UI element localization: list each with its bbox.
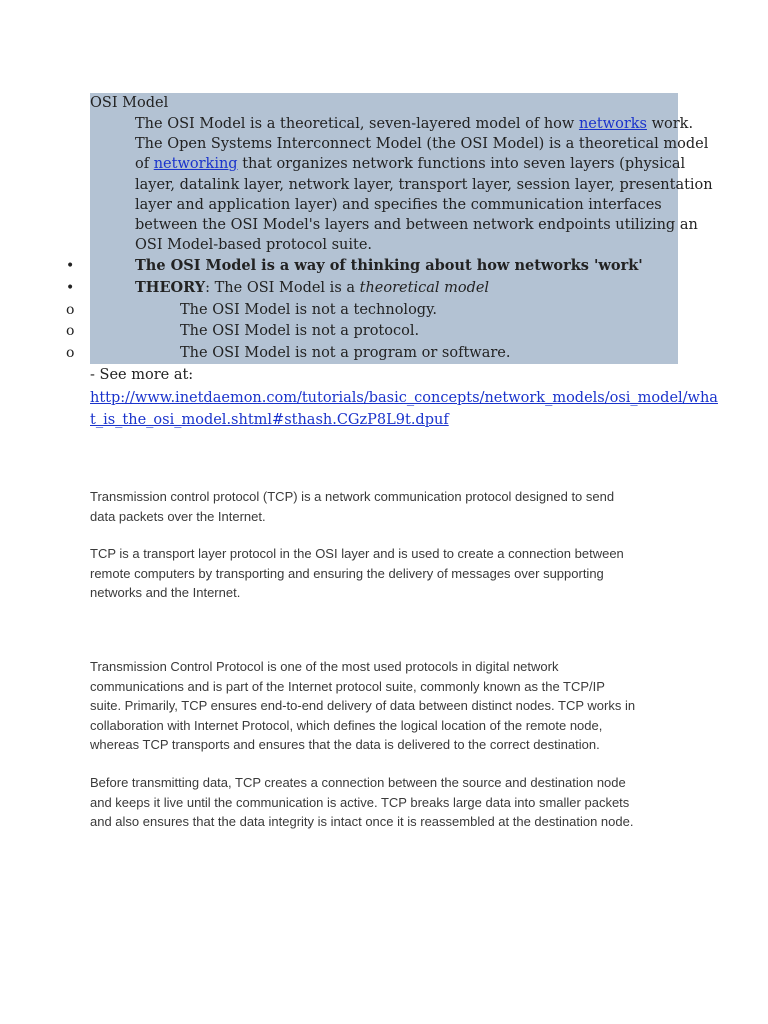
sub-bullet-item-2: The OSI Model is not a protocol. [180, 323, 420, 339]
bullet-marker: • [66, 280, 75, 296]
intro-text: that organizes network functions into seven layers (physical [237, 156, 686, 172]
see-more-link-line-1 [90, 388, 718, 408]
osi-intro-line-7: OSI Model-based protocol suite. [135, 237, 373, 253]
theory-label: THEORY [135, 279, 206, 296]
bullet-marker: • [66, 258, 75, 274]
sub-bullet-marker: o [66, 302, 75, 318]
bullet-italic: theoretical model [359, 280, 490, 296]
intro-text: work. [646, 116, 694, 132]
tcp-paragraph-1-line: Transmission control protocol (TCP) is a network communication protocol designed to send [90, 489, 615, 504]
tcp-paragraph-3-line: collaboration with Internet Protocol, which defines the logical location of the remote node, [90, 718, 603, 733]
see-more-label: - See more at: [90, 367, 194, 383]
sub-bullet-marker: o [66, 345, 75, 361]
osi-intro-line-3 [135, 154, 685, 174]
tcp-paragraph-2-line: networks and the Internet. [90, 585, 241, 600]
osi-intro-line-5: layer and application layer) and specifies the communication interfaces [135, 197, 662, 213]
tcp-paragraph-4-line: and also ensures that the data integrity is intact once it is reassembled at the destination node. [90, 814, 634, 829]
osi-intro-line-4: layer, datalink layer, network layer, transport layer, session layer, presentation [135, 177, 713, 193]
networking-link[interactable]: networking [153, 156, 238, 172]
networks-link[interactable]: networks [578, 116, 647, 132]
intro-text: The OSI Model is a theoretical, seven-layered model of how [135, 116, 579, 132]
osi-intro-line-6: between the OSI Model's layers and between network endpoints utilizing an [135, 217, 698, 233]
bullet-item-2 [135, 278, 489, 298]
osi-intro-line-2: The Open Systems Interconnect Model (the OSI Model) is a theoretical model [135, 136, 709, 152]
osi-heading: OSI Model [90, 95, 169, 111]
sub-bullet-item-3: The OSI Model is not a program or software. [180, 345, 511, 361]
tcp-paragraph-4-line: and keeps it live until the communication is active. TCP breaks large data into smaller packets [90, 795, 630, 810]
tcp-paragraph-3-line: communications and is part of the Internet protocol suite, commonly known as the TCP/IP [90, 679, 605, 694]
sub-bullet-marker: o [66, 323, 75, 339]
tcp-paragraph-1-line: data packets over the Internet. [90, 509, 266, 524]
tcp-paragraph-3-line: whereas TCP transports and ensures that the data is delivered to the correct destination. [90, 737, 600, 752]
tcp-paragraph-3-line: Transmission Control Protocol is one of the most used protocols in digital network [90, 659, 559, 674]
tcp-paragraph-3-line: suite. Primarily, TCP ensures end-to-end delivery of data between distinct nodes. TCP works in [90, 698, 636, 713]
source-link[interactable]: http://www.inetdaemon.com/tutorials/basic_concepts/network_models/osi_model/wha [90, 390, 718, 406]
bullet-text: : The OSI Model is a [205, 280, 360, 296]
bullet-item-1: The OSI Model is a way of thinking about how networks 'work' [135, 257, 643, 274]
sub-bullet-item-1: The OSI Model is not a technology. [180, 302, 437, 318]
tcp-paragraph-2-line: remote computers by transporting and ensuring the delivery of messages over supporting [90, 566, 604, 581]
tcp-paragraph-2-line: TCP is a transport layer protocol in the OSI layer and is used to create a connection between [90, 546, 624, 561]
source-link[interactable]: t_is_the_osi_model.shtml#sthash.CGzP8L9t.dpuf [90, 412, 449, 428]
tcp-paragraph-4-line: Before transmitting data, TCP creates a connection between the source and destination node [90, 775, 626, 790]
intro-text: of [135, 156, 154, 172]
see-more-link-line-2 [90, 410, 449, 430]
osi-intro-line-1 [135, 114, 693, 134]
